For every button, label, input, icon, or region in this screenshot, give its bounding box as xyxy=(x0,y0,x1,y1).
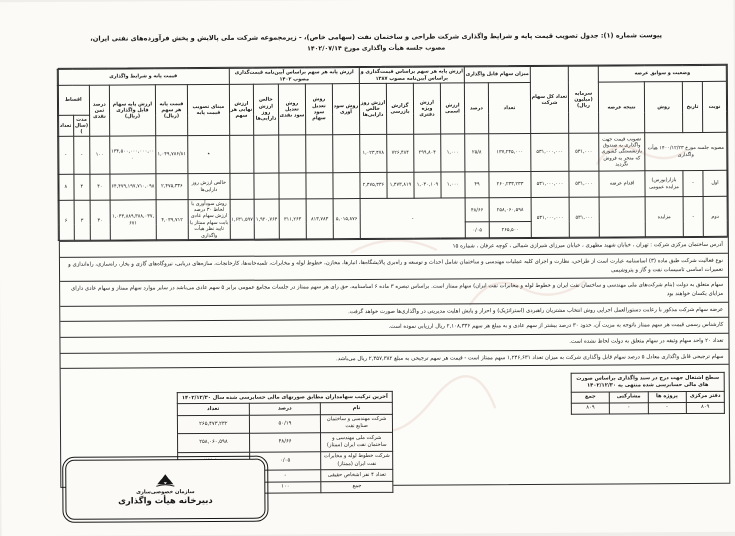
cell-nav02: ۱,۹۲۰,۷۶۴ xyxy=(254,199,279,239)
col-final-value: ارزش نهایی هر سهم xyxy=(229,84,253,135)
col-installment-years: مدت (سال) xyxy=(74,116,89,136)
group-sellable-shares: میزان سهام قابل واگذاری xyxy=(464,67,530,83)
sh-name: تعداد ۴ نفر اشخاص حقیقی xyxy=(321,470,393,482)
emp-col-hq: دفتر مرکزی xyxy=(686,391,724,403)
cell-method: مزایده xyxy=(645,197,683,237)
cell-percent: ۴۹ xyxy=(465,172,489,198)
cell-percent-common: ۴۸/۶۶ xyxy=(465,198,489,222)
cell-nav87: ۱,۰۲۳,۴۷۸ xyxy=(360,135,387,173)
stamp-secretariat: دبیرخانه هیأت واگذاری xyxy=(118,495,213,507)
cell-capital: ۵۳۱,۰۰۰ xyxy=(569,197,599,237)
sh-name: شرکت ملی مهندسی و ساختمان نفت ایران (ممتاز) xyxy=(321,433,393,452)
col-percent: درصد xyxy=(464,83,488,134)
cell-profit xyxy=(333,135,360,173)
cell-inst-years: - xyxy=(74,136,90,174)
cell-capital: ۵۳۱,۰۰۰ xyxy=(569,133,599,171)
sh-percent: - xyxy=(249,470,321,482)
sh-count: ۲۵۸,۰۶۰,۵۹۸ xyxy=(178,433,250,452)
cell-profit: ۵,۰۱۵,۸۷۶ xyxy=(333,199,360,239)
col-capital: سرمایه (میلیون ریال) xyxy=(568,66,598,133)
privatization-org-logo-icon xyxy=(152,473,178,488)
col-audit-report: گزارش بازرسی xyxy=(386,83,413,134)
table-row-second-offering xyxy=(58,196,727,224)
col-nav-1387: ارزش روز خالص دارایی‌ها xyxy=(359,83,386,134)
emp-total-value: ۸۰۹ xyxy=(571,403,609,415)
cell-adj-cash xyxy=(279,135,306,173)
cell-total-shares: ۵۳۱,۰۰۰,۰۰۰ xyxy=(531,171,569,197)
cell-percent-preferred: ۰/۰۵ xyxy=(465,222,489,238)
col-date: تاریخ xyxy=(682,81,702,132)
col-adjusted-cash: روش تعدیل سود نقدی xyxy=(278,84,305,135)
cell-book: ۱,۰۳۰,۱۰۹ xyxy=(414,172,441,198)
note-activity: نوع فعالیت شرکت طبق ماده (۳) اساسنامه عبارت است از طراحی، نظارت و اجرای کلیه عملیات مهندسی و ساختمان شامل احداث و توسعه و راه‌بری پالایشگاه‌ها، انبارها، مخازن، خطوط لوله و مخابرات، تلمبه‌خانه‌ها، کارخانجات، سازه‌های دریایی، نیروگاه‌های گازی و بخار، راه‌سازی، راه‌اندازی و تعمیرات اساسی تاسیسات نفت و گاز و پتروشیمی xyxy=(60,253,728,281)
note-preferred-shares: سهام متعلق به دولت (بنام شرکت‌های ملی مهندسی و ساختمان نفت ایران و خطوط لوله و مخابرات نفت ایران) سهام ممتاز است. براساس تبصره ۳ ماده ۶ اساسنامه، حق رای هر سهم ممتاز در جلسات مجامع عمومی برابر ۵ سهم عادی می‌باشد در سایر موارد سهام ممتاز و سهام عادی دارای مزایای یکسان خواهند بود xyxy=(60,277,728,305)
cell-adj-div xyxy=(306,135,333,173)
cell-inst-count: ۶ xyxy=(58,200,74,240)
sh-percent: ۵۰/۱۹ xyxy=(249,414,321,433)
cell-adj-cash xyxy=(279,173,306,199)
table-row-first-offering xyxy=(58,170,727,200)
emp-hq-value: ۸۰۹ xyxy=(686,402,724,414)
stamp-organization: سازمان خصوصی‌سازی xyxy=(136,488,195,495)
cell-base-price: ۱,۰۴۹,۷۸۶/۸۱ xyxy=(156,136,188,174)
cell-result xyxy=(599,197,645,238)
cell-nominal: ۱,۰۰۰ xyxy=(441,134,465,172)
col-round: نوبت xyxy=(702,81,726,132)
cell-audit: ۷۲۶,۴۸۴ xyxy=(387,134,414,172)
cell-adj-cash: ۳۱۱,۲۶۳ xyxy=(279,199,306,239)
cell-round: اول xyxy=(703,170,727,196)
cell-inst-years: ۳ xyxy=(74,200,90,240)
shareholder-row xyxy=(178,433,393,453)
cell-percent: ۲۵/۸ xyxy=(465,134,489,172)
cell-date: - xyxy=(683,171,703,197)
approval-line: مصوب جلسه هیأت واگذاری مورخ ۱۴۰۲/۰۷/۱۴ xyxy=(307,44,446,52)
note-strategic-buyers: عرضه سهام شرکت مذکور با رعایت دستورالعمل اجرایی روش انتخاب مشتریان راهبردی (استراتژیک) و احراز و پایش اهلیت مدیریتی در واگذاری‌ها صورت خواهد گرفت. xyxy=(60,301,728,321)
employment-values-row xyxy=(571,402,724,414)
sh-name: شرکت مهندسی و ساختمان صنایع نفت xyxy=(321,414,393,433)
emp-joint-value: - xyxy=(610,403,648,415)
cell-base-value: ۱,۰۴۳,۸۸۹,۳۸۸,۰۳۷,۶۷۱ xyxy=(110,200,156,241)
cell-count-preferred: ۲۶۵,۵۰۰ xyxy=(489,222,531,238)
employment-table-title: سطح اشتغال جهت درج در سند واگذاری براساس صورت های مالی حسابرسی شده منتهی به ۱۴۰۲/۱۲/۳۰ xyxy=(571,372,724,391)
sh-count: ۲۶۵,۴۷۳,۲۳۲ xyxy=(177,415,249,434)
shareholders-table-title: آخرین ترکیب سهامداران مطابق صورتهای مالی حسابرسی شده سال ۱۴۰۲/۱۲/۳۰ xyxy=(177,391,392,404)
col-installment-count: تعداد xyxy=(57,115,73,136)
employment-table xyxy=(571,372,725,415)
cell-book: ۲۹۹,۸۰۴ xyxy=(414,134,441,172)
note-address: آدرس ساختمان مرکزی شرکت : تهران ، خیابان شهید مطهری ، خیابان میرزای شیرازی شمالی ، کوچه عرفان ، شماره ۱۵ xyxy=(60,237,728,257)
sh-name: شرکت خطوط لوله و مخابرات نفت ایران (ممتاز) xyxy=(321,451,393,470)
col-total-shares: تعداد کل سهام شرکت xyxy=(530,66,568,133)
cell-total-shares: ۵۳۱,۰۰۰,۰۰۰ xyxy=(531,133,569,171)
sh-col-name: نام xyxy=(321,403,393,415)
col-nominal-value: ارزش اسمی xyxy=(440,83,464,134)
cell-nominal: ۱,۰۰۰ xyxy=(441,172,465,198)
note-expert-valuation: کارشناس رسمی قیمت هر سهم ممتاز باتوجه به مزیت آن، حدود ۳۰ درصد بیشتر از سهم عادی و به مبلغ هر سهم ۲,۱۰۸,۳۳۶ ریال ارزیابی نموده است. xyxy=(60,317,728,337)
col-base-value: ارزش پایه سهام قابل واگذاری (ریال) xyxy=(109,85,155,136)
cell-inst-count: - xyxy=(58,136,74,174)
cell-method: بازار(بورس) مزایده عمومی xyxy=(645,171,683,197)
cell-final xyxy=(230,135,254,173)
group-base-1387: ارزش پایه هر سهم براساس قیمت‌گذاری و براساس آیین‌نامه مصوب ۱۳۸۷ xyxy=(359,67,464,84)
cell-basis: خالص ارزش روز دارایی‌ها xyxy=(188,173,230,199)
cell-result-1400: تصویب قیمت جهت واگذاری به صندوق بازنشستگی کشوری که منجر به فروش نگردید xyxy=(599,133,645,171)
emp-col-joint: مشارکتی xyxy=(610,391,648,403)
cell-adj-div: ۸۱۳,۷۸۳ xyxy=(306,199,333,239)
cell-count: ۲۶۰,۲۳۳,۲۳۳ xyxy=(489,172,531,198)
cell-adj-div xyxy=(306,173,333,199)
group-offer-status: وضعیت و سوابق عرضه xyxy=(598,65,726,82)
shareholder-row xyxy=(177,414,392,434)
col-adjusted-dividend: روش تعدیل سود سهام xyxy=(305,84,332,135)
cell-nav02 xyxy=(254,135,279,173)
cell-cash-pct: ۱۰۰ xyxy=(90,136,110,174)
sh-percent: ۰/۰۵ xyxy=(249,452,321,471)
col-price-basis: مبنای تصویب قیمت پایه xyxy=(187,84,229,135)
cell-count-common: ۲۵۸,۰۶۰,۵۹۸ xyxy=(489,198,531,222)
document-body-box xyxy=(58,64,731,488)
cell-base-price: ۲,۴۷۵,۳۳۶ xyxy=(156,174,188,200)
emp-projects-value: - xyxy=(648,403,686,415)
cell-capital: ۵۳۱,۰۰۰ xyxy=(569,171,599,197)
page-title: پیوست شماره (۱): جدول تصویب قیمت پایه و شرایط واگذاری شرکت طراحی و ساختمان نفت (سهامی خاص)، - زیرمجموعه شرکت ملی پالایش و پخش فرآورده‌های نفتی ایران، xyxy=(90,31,663,43)
col-result: نتیجه عرضه xyxy=(598,82,644,133)
cell-inst-years: ۴ xyxy=(74,174,90,200)
col-count: تعداد xyxy=(488,83,530,134)
emp-col-projects: پروژه ها xyxy=(648,391,686,403)
col-cash-percent: درصد ثمن نقدی xyxy=(89,85,109,136)
col-base-price: قیمت پایه هر سهم (ریال) xyxy=(155,85,187,136)
cell-total-shares: ۵۳۱,۰۰۰,۰۰۰ xyxy=(531,197,569,237)
note-preferential-shares: سهام ترجیحی قابل واگذاری معادل ۵ درصد سهام قابل واگذاری شرکت به میزان تعداد ۱,۲۴۶,۶۳۱ سهم ممتاز است - قیمت هر سهم ترجیحی به مبلغ ۲,۳۵۷,۳۸۲ ریال می‌باشد. xyxy=(61,348,729,368)
cell-1387-dash: - xyxy=(360,198,465,239)
sh-name: جمع xyxy=(321,481,393,493)
col-method: روش xyxy=(644,82,682,133)
document-header xyxy=(39,31,714,54)
sh-col-percent: درصد xyxy=(249,403,321,415)
col-nav-1402: خالص ارزش روز دارایی‌ها xyxy=(253,84,278,135)
cell-resolution-1400: مصوبه جلسه مورخ ۱۴۰۰/۱۲/۲۳ هیأت واگذاری xyxy=(645,132,727,171)
pricing-table xyxy=(57,65,728,241)
group-base-1402: ارزش پایه هر سهم براساس آیین‌نامه قیمت‌گذاری مصوب ۱۴۰۲ xyxy=(229,68,359,85)
cell-count: ۱۳۷,۲۴۵,۰۰۰ xyxy=(489,134,531,172)
cell-cash-pct: ۴۰ xyxy=(90,174,110,200)
cell-cash-pct: ۳۰ xyxy=(90,200,110,240)
note-collateral-shares: تعداد ۲۰ واحد سهام وثیقه در سهام متعلق به دولت لحاظ نشده است. xyxy=(60,333,728,353)
col-profit-method: روش سود آوری xyxy=(332,84,359,135)
approval-stamp xyxy=(65,459,265,520)
cell-base-value: ۱۳۴,۵۰۰,۰۰۰,۰۰۰,۰۰۰ xyxy=(110,136,156,174)
cell-round: دوم xyxy=(703,196,727,236)
col-book-value: ارزش ویژه دفتری xyxy=(413,83,440,134)
group-price-terms: قیمت پایه و شرایط واگذاری xyxy=(57,68,229,85)
cell-date: - xyxy=(683,197,703,237)
cell-nav87: ۲,۴۷۵,۳۳۶ xyxy=(360,173,387,199)
sh-col-count: تعداد xyxy=(177,404,249,416)
cell-inst-count: ۸ xyxy=(58,174,74,200)
cell-nav02 xyxy=(254,173,279,199)
emp-col-total: جمع xyxy=(571,392,609,404)
cell-final xyxy=(230,173,254,199)
cell-base-price: ۴,۰۳۹,۷۱۲ xyxy=(156,200,188,240)
cell-result: اقدام عرضه xyxy=(599,171,645,197)
sh-percent: ۴۸/۶۶ xyxy=(249,433,321,452)
cell-basis: روش سودآوری با لحاظ ۳۰ درصد ارزش سهام عادی بابت سهام ممتاز با تایید نظر هیأت واگذاری xyxy=(188,199,230,240)
cell-audit: ۱,۴۷۳,۸۱۹ xyxy=(387,172,414,198)
sh-percent: ۱۰۰ xyxy=(249,481,321,493)
group-installments: اقساط xyxy=(57,85,89,115)
cell-final: ۱,۶۳۱,۵۹۷ xyxy=(230,199,254,239)
cell-basis: ٭ xyxy=(188,135,230,173)
cell-profit xyxy=(333,173,360,199)
table-row-1400-resolution xyxy=(58,132,727,174)
notes-section xyxy=(60,237,729,368)
cell-base-value: ۶۴,۴۷۹,۱۹۷,۷۱۰,۰۹۸ xyxy=(110,174,156,200)
